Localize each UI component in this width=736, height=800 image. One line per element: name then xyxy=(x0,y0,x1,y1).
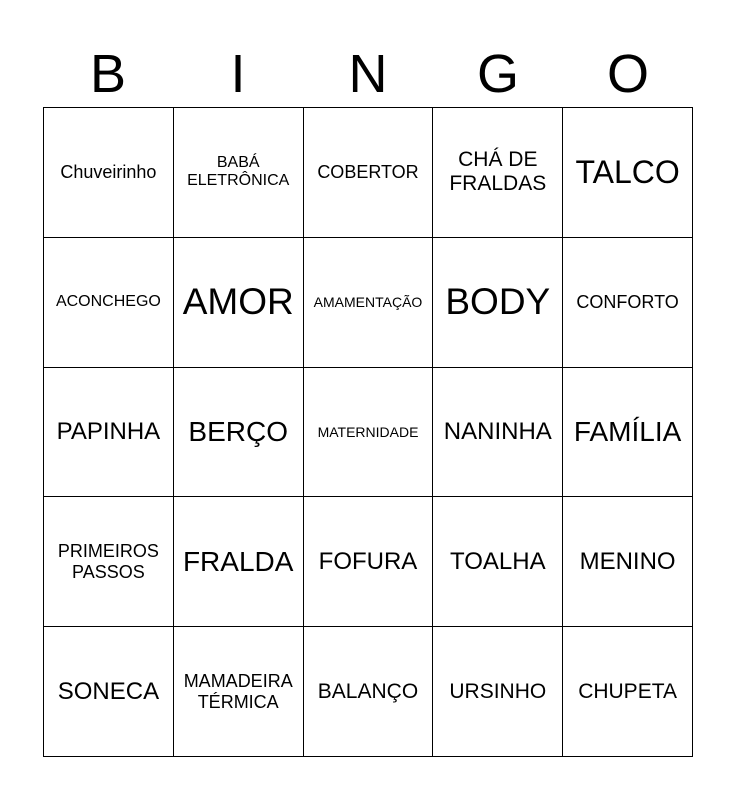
bingo-cell: SONECA xyxy=(44,627,174,757)
bingo-cell: ACONCHEGO xyxy=(44,238,174,368)
bingo-cell: PAPINHA xyxy=(44,368,174,498)
header-letter-b: B xyxy=(89,44,127,104)
bingo-cell: MATERNIDADE xyxy=(304,368,434,498)
header-letter-n: N xyxy=(348,44,388,104)
bingo-cell: AMOR xyxy=(174,238,304,368)
bingo-grid xyxy=(43,107,693,757)
bingo-cell: CHÁ DE FRALDAS xyxy=(433,108,563,238)
bingo-cell: BALANÇO xyxy=(304,627,434,757)
bingo-cell: BODY xyxy=(433,238,563,368)
bingo-cell: MENINO xyxy=(563,497,693,627)
bingo-header xyxy=(43,40,693,108)
bingo-cell: BERÇO xyxy=(174,368,304,498)
bingo-cell: FOFURA xyxy=(304,497,434,627)
bingo-cell: TALCO xyxy=(563,108,693,238)
bingo-cell: COBERTOR xyxy=(304,108,434,238)
header-letter-o: O xyxy=(606,44,649,104)
header-letter-g: G xyxy=(476,44,519,104)
header-letter-i: I xyxy=(230,44,246,104)
bingo-cell: FRALDA xyxy=(174,497,304,627)
bingo-cell: MAMADEIRA TÉRMICA xyxy=(174,627,304,757)
bingo-cell: NANINHA xyxy=(433,368,563,498)
bingo-cell: CONFORTO xyxy=(563,238,693,368)
bingo-cell: CHUPETA xyxy=(563,627,693,757)
bingo-cell: AMAMENTAÇÃO xyxy=(304,238,434,368)
bingo-cell: Chuveirinho xyxy=(44,108,174,238)
bingo-cell: PRIMEIROS PASSOS xyxy=(44,497,174,627)
bingo-cell: FAMÍLIA xyxy=(563,368,693,498)
bingo-cell: BABÁ ELETRÔNICA xyxy=(174,108,304,238)
bingo-cell: TOALHA xyxy=(433,497,563,627)
bingo-cell: URSINHO xyxy=(433,627,563,757)
